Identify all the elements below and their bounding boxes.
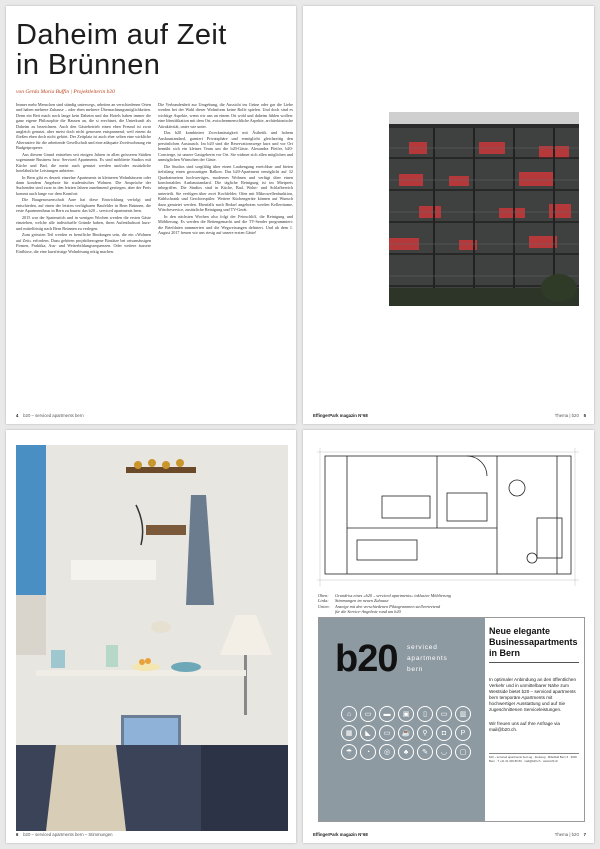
b20-logo: b20: [335, 638, 398, 680]
footer-text: b20 – serviced apartments bern – Stimmungen: [23, 832, 113, 837]
page-footer: [313, 413, 368, 418]
ad-heading: Neue elegante Businessapartments in Bern: [489, 626, 579, 663]
paragraph: Die Studios sind sorgfältig über einen Laubengang erreichbar und bieten tiefstlang einen grossartigen Balkon. Das b20-Apartment ermöglicht auf 32 Quadratmetern hochwertiges, modernes Wohnen und verfügt über einen komfortablen Ausbaustandard. Die tägliche Reinigung ist im Mietpreis inbegriffen. Die Studios sind in Küche, Bad, Wohn- und Schlafbereich unterteilt. Sie verfügen über zwei Kochfelder, Ofen mit Mikrowellenfunktion, Kühlschrank und Geschirrspüler. Weitere Küchengeräte können auf Wunsch dazu gemietet werden. Ebenfalls nach Bedarf angeboten werden Kellerräume, Wäscheservice, zusätzliche Reinigung und TV-Gerät.: [158, 163, 293, 213]
ad-body: In optimaler Anbindung an den öffentlichen Verkehr und in unmittelbarer Nähe zum Westside bietet b20 – serviced apartments bern temporäre Apartments mit hochwertiger Ausstattung und auf Sie zugeschnittenen Serviceleistungen.: [489, 677, 577, 712]
floor-plan: [317, 448, 579, 586]
interior-photo: [16, 445, 288, 831]
title-line-1: Daheim auf Zeit: [16, 19, 227, 51]
dishwasher-icon: ▦: [341, 725, 357, 741]
ad-contact: b20 – serviced apartments bern ag · Zentweg · Mittelfeld Bern 6 · 3000 Bern · T +41 31 300 80 80 · mail@b20.ch · www.b20.ch: [489, 753, 579, 763]
caption-key: Oben:: [318, 593, 329, 598]
couch-icon: ▬: [379, 706, 395, 722]
bin-icon: ▢: [455, 744, 471, 760]
logo-tagline: [407, 642, 448, 675]
ad-text-panel: [489, 626, 579, 763]
paragraph: 2015 war der Spatenstich und in wenigen Wochen werden die ersten Gäste einziehen, welche alle individuelle Gründe haben, ihren Aufenthaltsort kurz- und mittelfristig nach Bern Brünnen zu verlegen.: [16, 214, 151, 231]
tagline-word: serviced: [407, 644, 438, 651]
page-footer: [16, 413, 84, 418]
paragraph: Zum grössten Teil werden es berufliche Bindungen sein, die ein «Wohnen auf Zeit» erfordern. Dazu gehören projektbezogene Einsätze bei ortsansässigen Firmen, Praktika, Aus- und Weiterbildungssequenzen. Oder weitere äussere Einflüsse, die eine kurzfristige Wohnlösung nötig machen.: [16, 232, 151, 254]
parking-icon: P: [455, 725, 471, 741]
magazine-name: EffingerPark magazin N°68: [313, 832, 368, 837]
stove-icon: ▣: [398, 706, 414, 722]
caption-text: für die Service-Angebote rund um b20: [335, 609, 401, 615]
page-footer-right: [555, 413, 586, 418]
building-photo: [389, 112, 579, 306]
bed-icon: ▭: [436, 706, 452, 722]
text-column-1: [16, 102, 151, 255]
footer-text: Thema | b20: [554, 413, 579, 418]
coffee-icon: ☕: [398, 725, 414, 741]
ad-grey-panel: [319, 618, 485, 821]
text-column-2: [158, 102, 293, 237]
paragraph: Die Verbundenheit zur Umgebung, die Aussicht ins Grüne oder gar die Liebe werden bei der Wahl dieser Wohnform keine Rolle spielen. Und doch sind es wichtige Aspekte, wenn wir uns an einem Ort wohl und daheim fühlen wollen: eine Identifikation mit dem Ort, zwischenmenschliche Aspekte, architektonische Attraktivität, unter wie unter.: [158, 102, 294, 129]
footer-text: b20 – serviced apartments bern: [23, 413, 84, 418]
ad-call-to-action: Wir freuen uns auf Ihre Anfrage via mail@b20.ch.: [489, 721, 560, 732]
title-line-2: in Brünnen: [16, 49, 161, 81]
car-icon: ◘: [436, 725, 452, 741]
caption-text: Stimmungen im neuen Zuhause: [335, 598, 389, 604]
bike-icon: ⚲: [417, 725, 433, 741]
home-icon: ⌂: [341, 706, 357, 722]
page-6: [6, 430, 296, 843]
byline: von Gerda Maria Buffin | Projektleiterin b20: [16, 89, 115, 95]
fridge-icon: ▯: [417, 706, 433, 722]
page-7: [303, 430, 594, 843]
caption-line: [318, 609, 451, 614]
article-title: [16, 20, 227, 80]
broom-icon: ✎: [417, 744, 433, 760]
caption-key: Unten:: [318, 603, 330, 609]
wardrobe-icon: ▥: [455, 706, 471, 722]
paragraph: Aus diesem Grund entstehen seit einigen Jahren in allen grösseren Städten sogenannte Business bzw. Serviced Apartments. Es sind möblierte Studios mit Küche und Bad, die meist auch genutzt werden und/oder zusätzliche hotelähnliche Leistungen anbieten.: [16, 151, 151, 174]
washer-icon: ◎: [379, 744, 395, 760]
page-4: [6, 6, 296, 424]
page-number: 4: [16, 413, 19, 418]
paragraph: Das b20 kombiniert Zweckmässigkeit mit Ästhetik und hohem Ausbaustandard, garniert Privatsphäre und ermöglicht gleichzeitig den persönlichen Austausch. Im b20 sind die Reservationswege kurz und vor Ort bemüht sich ein kleines Team um die b20-Gäste. Alexandra Pfeifer, b20-Concierge, ist unsere Gastgeberin vor Ort. Sie widmet sich allen möglichen und unmöglichen Wünschen der Gäste.: [158, 130, 293, 163]
footer-text: Thema | b20: [554, 832, 579, 837]
iron-icon: ◣: [360, 725, 376, 741]
page-footer-right: [555, 832, 586, 837]
page-number: 5: [583, 413, 586, 418]
caption-key: Links:: [318, 598, 329, 604]
plant-icon: ♣: [398, 744, 414, 760]
hair-dryer-icon: ◔: [360, 744, 376, 760]
service-pictograms: [341, 706, 473, 760]
paragraph: In den nächsten Wochen also folgt der Feinschliff, die Reinigung und Möblierung. Es werden die Bettengemacht und die TV-Sender programmiert: die Briefdaten nummeriert und die Wegweisungen definiert. Und ab dem 1. August 2017 freuen wir uns riesig auf unsere ersten Gäste!: [158, 213, 293, 235]
page-5: [303, 6, 594, 424]
shower-icon: ☂: [341, 744, 357, 760]
tagline-word: apartments: [407, 655, 448, 662]
magazine-name: EffingerPark magazin N°68: [313, 413, 368, 418]
caption-text: Grundriss eines «b20 – serviced apartments» inklusive Möblierung: [335, 593, 451, 598]
b20-advertisement: [318, 617, 585, 822]
tv-icon: ▭: [379, 725, 395, 741]
paragraph: In Bern gibt es derzeit einzelne Apartments in kleineren Wohnhäusern oder dann kondens Angebote für studentisches Wohnen. Die Ansprüche der Suchenden sind zwar in den letzten Jahren zunehmend gestiegen, aber der Preis kommt auch lange vor dem Komfort.: [16, 174, 151, 196]
page-number: 6: [16, 832, 19, 837]
image-caption: [318, 593, 451, 615]
caption-text: Anzeige mit den verschiedenen Piktogrammen stellvertretend: [335, 603, 441, 609]
page-number: 7: [583, 832, 586, 837]
tagline-word: bern: [407, 666, 424, 673]
bathtub-icon: ◡: [436, 744, 452, 760]
page-footer: [16, 832, 113, 837]
paragraph: Immer mehr Menschen sind ständig unterwegs, arbeiten an verschiedenen Orten und haben mehrere Zuhause – oder eben mehrere Übernachtungsmöglichkeiten. Denn ein Bett mach noch lange kein Daheim und das Hotels haben immer die ganz eigene Philosophie die Hausen an, die si erechtnet, die Unterkunft als Daheim zu bezeichnen. Auch den Gästebetrieb einen eben Freund ist zwar ungleich genutzt, aber meist doch nicht genossen entspannend, weil einem da fließen eben doch nicht gehört. Der Zeitplatz ist auch eher selten eine wirkliche Alternative für die arbeitende Gesellschaft und eine adäquate Zweitwohnung ein Budgetproperer.: [16, 102, 151, 151]
desk-icon: ▭: [360, 706, 376, 722]
page-footer: [313, 832, 368, 837]
paragraph: Die Baugenossenschaft Aare hat diese Entwicklung verfolgt und entschieden, auf einen der letzten verfügbaren Baufelder in Bern Brünnen, die erste Apartmenthaus in Bern zu bauen: das b20 – serviced apartments bern.: [16, 197, 151, 214]
